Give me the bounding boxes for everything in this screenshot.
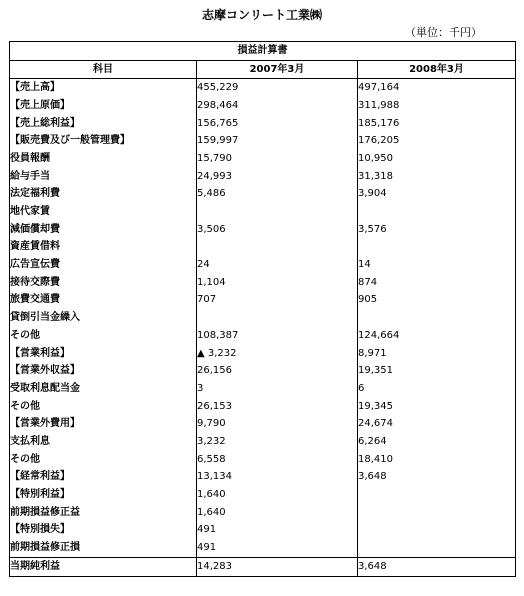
table-row bbox=[10, 415, 516, 433]
row-label: 【経常利益】 bbox=[10, 469, 197, 487]
row-label: 【売上総利益】 bbox=[10, 115, 197, 133]
row-label: 貸倒引当金繰入 bbox=[10, 309, 197, 327]
row-label: 【販売費及び一般管理費】 bbox=[10, 132, 197, 150]
value-2008: 18,410 bbox=[358, 451, 516, 469]
row-label: 【売上原価】 bbox=[10, 97, 197, 115]
row-label: その他 bbox=[10, 451, 197, 469]
value-2008: 497,164 bbox=[358, 79, 516, 97]
value-2008: 24,674 bbox=[358, 415, 516, 433]
value-2007: 491 bbox=[197, 539, 358, 557]
value-2007: 13,134 bbox=[197, 469, 358, 487]
header-row bbox=[10, 60, 516, 79]
value-2008 bbox=[358, 239, 516, 257]
row-label: 給与手当 bbox=[10, 168, 197, 186]
table-row bbox=[10, 522, 516, 540]
value-2008: 31,318 bbox=[358, 168, 516, 186]
value-2007: 3,506 bbox=[197, 221, 358, 239]
row-label: 当期純利益 bbox=[10, 557, 197, 576]
header-2008: 2008年3月 bbox=[358, 60, 516, 79]
table-row bbox=[10, 150, 516, 168]
table-row bbox=[10, 292, 516, 310]
value-2007: 24,993 bbox=[197, 168, 358, 186]
row-label: 減価償却費 bbox=[10, 221, 197, 239]
value-2008 bbox=[358, 522, 516, 540]
value-2007: 15,790 bbox=[197, 150, 358, 168]
value-2007: 24 bbox=[197, 256, 358, 274]
table-row bbox=[10, 504, 516, 522]
table-row bbox=[10, 539, 516, 557]
value-2007: 9,790 bbox=[197, 415, 358, 433]
value-2008: 874 bbox=[358, 274, 516, 292]
row-label: 支払利息 bbox=[10, 433, 197, 451]
value-2007 bbox=[197, 309, 358, 327]
table-row bbox=[10, 345, 516, 363]
table-row bbox=[10, 239, 516, 257]
value-2008: 124,664 bbox=[358, 327, 516, 345]
table-row bbox=[10, 362, 516, 380]
value-2008 bbox=[358, 309, 516, 327]
value-2008: 19,351 bbox=[358, 362, 516, 380]
value-2008 bbox=[358, 539, 516, 557]
value-2007: 1,104 bbox=[197, 274, 358, 292]
value-2007: 298,464 bbox=[197, 97, 358, 115]
row-label: 前期損益修正損 bbox=[10, 539, 197, 557]
table-row bbox=[10, 469, 516, 487]
value-2007: 491 bbox=[197, 522, 358, 540]
value-2007: 159,997 bbox=[197, 132, 358, 150]
value-2008: 19,345 bbox=[358, 398, 516, 416]
row-label: 前期損益修正益 bbox=[10, 504, 197, 522]
table-row bbox=[10, 79, 516, 97]
value-2007: 108,387 bbox=[197, 327, 358, 345]
value-2008 bbox=[358, 486, 516, 504]
row-label: 【営業利益】 bbox=[10, 345, 197, 363]
value-2008: 10,950 bbox=[358, 150, 516, 168]
row-label: 【特別損失】 bbox=[10, 522, 197, 540]
table-row bbox=[10, 309, 516, 327]
table-row bbox=[10, 221, 516, 239]
row-label: 役員報酬 bbox=[10, 150, 197, 168]
value-2008: 14 bbox=[358, 256, 516, 274]
value-2007: 3 bbox=[197, 380, 358, 398]
header-2007: 2007年3月 bbox=[197, 60, 358, 79]
value-2007: ▲ 3,232 bbox=[197, 345, 358, 363]
value-2008: 3,648 bbox=[358, 557, 516, 576]
row-label: 接待交際費 bbox=[10, 274, 197, 292]
row-label: 【特別利益】 bbox=[10, 486, 197, 504]
row-label: 旅費交通費 bbox=[10, 292, 197, 310]
row-label: 受取利息配当金 bbox=[10, 380, 197, 398]
row-label: その他 bbox=[10, 327, 197, 345]
document-title: 志摩コンリート工業㈱ bbox=[201, 8, 322, 22]
value-2007: 6,558 bbox=[197, 451, 358, 469]
table-row bbox=[10, 256, 516, 274]
value-2007 bbox=[197, 203, 358, 221]
value-2007: 3,232 bbox=[197, 433, 358, 451]
value-2008: 185,176 bbox=[358, 115, 516, 133]
value-2008: 905 bbox=[358, 292, 516, 310]
value-2007: 1,640 bbox=[197, 486, 358, 504]
table-row bbox=[10, 115, 516, 133]
table-title: 損益計算書 bbox=[10, 42, 516, 61]
value-2008 bbox=[358, 203, 516, 221]
table-row bbox=[10, 433, 516, 451]
value-2007: 1,640 bbox=[197, 504, 358, 522]
value-2008: 3,648 bbox=[358, 469, 516, 487]
income-statement-table bbox=[9, 41, 516, 577]
row-label: 【売上高】 bbox=[10, 79, 197, 97]
value-2007: 26,156 bbox=[197, 362, 358, 380]
table-row bbox=[10, 557, 516, 576]
table-row bbox=[10, 168, 516, 186]
table-row bbox=[10, 451, 516, 469]
unit-label: （単位：千円） bbox=[405, 26, 482, 39]
table-row bbox=[10, 380, 516, 398]
value-2008: 6 bbox=[358, 380, 516, 398]
table-row bbox=[10, 398, 516, 416]
table-row bbox=[10, 186, 516, 204]
value-2008: 3,904 bbox=[358, 186, 516, 204]
value-2007: 455,229 bbox=[197, 79, 358, 97]
table-row bbox=[10, 486, 516, 504]
value-2007: 156,765 bbox=[197, 115, 358, 133]
table-row bbox=[10, 327, 516, 345]
value-2007: 14,283 bbox=[197, 557, 358, 576]
table-row bbox=[10, 132, 516, 150]
table-row bbox=[10, 97, 516, 115]
table-row bbox=[10, 203, 516, 221]
row-label: 【営業外費用】 bbox=[10, 415, 197, 433]
value-2008: 6,264 bbox=[358, 433, 516, 451]
value-2007: 5,486 bbox=[197, 186, 358, 204]
row-label: 広告宣伝費 bbox=[10, 256, 197, 274]
value-2008 bbox=[358, 504, 516, 522]
table-row bbox=[10, 274, 516, 292]
value-2007: 26,153 bbox=[197, 398, 358, 416]
row-label: 地代家賃 bbox=[10, 203, 197, 221]
value-2008: 8,971 bbox=[358, 345, 516, 363]
value-2008: 311,988 bbox=[358, 97, 516, 115]
value-2008: 176,205 bbox=[358, 132, 516, 150]
value-2007 bbox=[197, 239, 358, 257]
header-item: 科目 bbox=[10, 60, 197, 79]
value-2007: 707 bbox=[197, 292, 358, 310]
row-label: 【営業外収益】 bbox=[10, 362, 197, 380]
row-label: 資産賃借料 bbox=[10, 239, 197, 257]
row-label: その他 bbox=[10, 398, 197, 416]
value-2008: 3,576 bbox=[358, 221, 516, 239]
row-label: 法定福利費 bbox=[10, 186, 197, 204]
table-title-row bbox=[10, 42, 516, 61]
